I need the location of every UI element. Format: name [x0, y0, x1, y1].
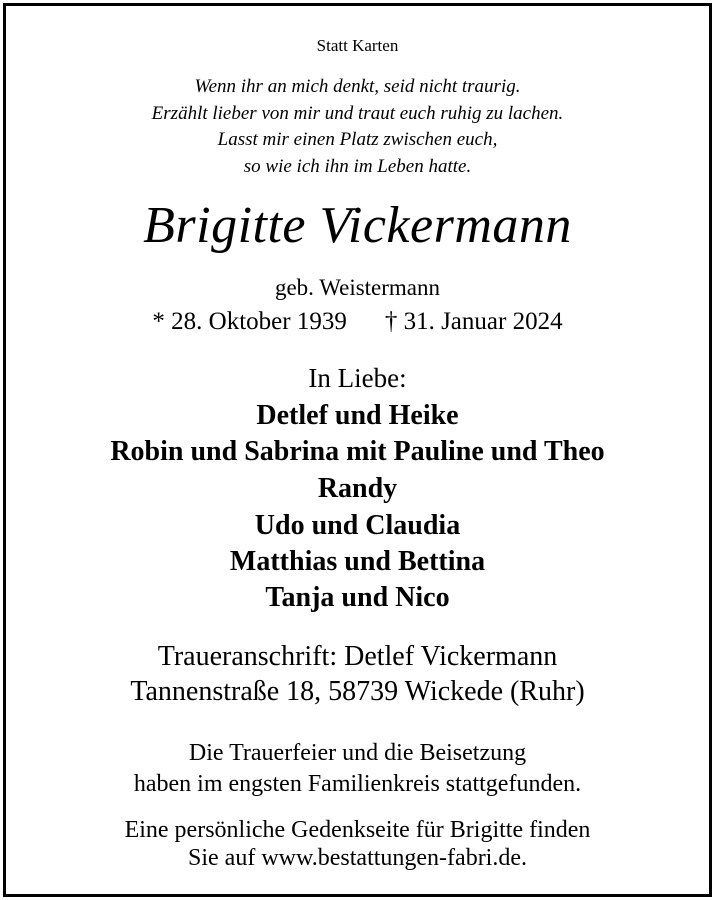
verse-line: Wenn ihr an mich denkt, seid nicht traurig. — [194, 76, 521, 97]
memorial-page-line: Eine persönliche Gedenkseite für Brigitte finden — [124, 817, 591, 843]
mourners-intro: In Liebe: — [308, 363, 407, 393]
mourner-family: Randy — [317, 473, 398, 504]
verse-line: Erzählt lieber von mir und traut euch ruhig zu lachen. — [151, 103, 564, 124]
verse-line: so wie ich ihn im Leben hatte. — [243, 156, 472, 177]
memorial-page-line: Sie auf www.bestattungen-fabri.de. — [188, 845, 527, 871]
mourner-family: Robin und Sabrina mit Pauline und Theo — [110, 436, 605, 467]
death-date: † 31. Januar 2024 — [384, 308, 563, 335]
mourner-family: Matthias und Bettina — [229, 546, 486, 577]
mourner-family: Detlef und Heike — [256, 400, 459, 431]
verse-line: Lasst mir einen Platz zwischen euch, — [217, 129, 498, 150]
mourning-address-line: Traueranschrift: Detlef Vickermann — [157, 641, 558, 672]
birth-date: * 28. Oktober 1939 — [152, 308, 347, 335]
deceased-name: Brigitte Vickermann — [143, 197, 572, 254]
mourner-family: Tanja und Nico — [265, 582, 450, 613]
mourning-address-line: Tannenstraße 18, 58739 Wickede (Ruhr) — [130, 676, 585, 707]
life-dates — [0, 309, 715, 334]
mourner-family: Udo und Claudia — [254, 510, 461, 541]
notice-header: Statt Karten — [316, 36, 399, 55]
funeral-note-line: Die Trauerfeier und die Beisetzung — [188, 740, 527, 766]
funeral-note-line: haben im engsten Familienkreis stattgefunden. — [133, 771, 582, 797]
birth-name: geb. Weistermann — [274, 275, 441, 300]
